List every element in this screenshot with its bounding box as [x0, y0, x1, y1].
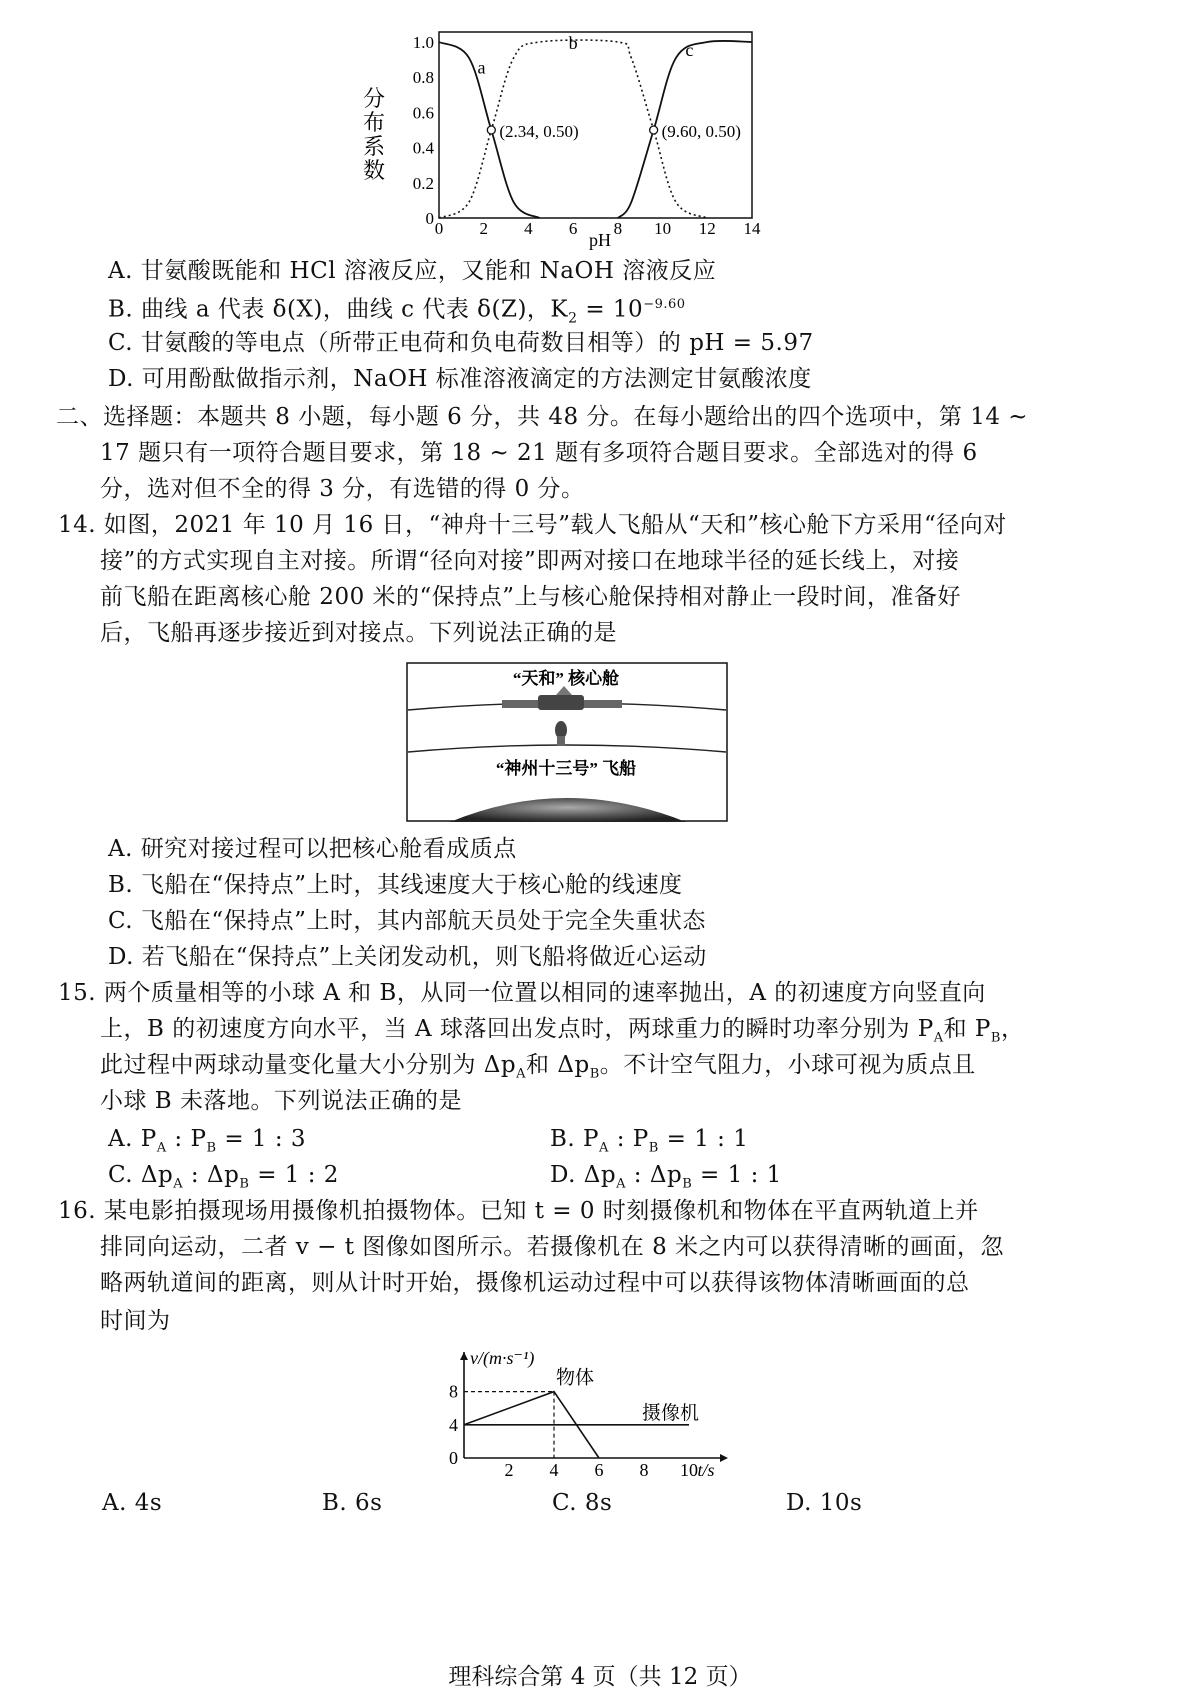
chart1-y-tick-1.0: 1.0 — [412, 33, 434, 52]
chart2-x-tick-6: 6 — [594, 1460, 604, 1480]
q15-stem-line-1: 15. 两个质量相等的小球 A 和 B，从同一位置以相同的速率抛出，A 的初速度方向竖直向 — [58, 980, 986, 1006]
q15-stem-line-2: 上，B 的初速度方向水平，当 A 球落回出发点时，两球重力的瞬时功率分别为 $P_A$和 $P_B$， — [100, 1016, 1025, 1046]
q16-stem-line-1: 16. 某电影拍摄现场用摄像机拍摄物体。已知 t = 0 时刻摄像机和物体在平直两轨道上并 — [58, 1198, 979, 1224]
chart2-x-tick-2: 2 — [504, 1460, 514, 1480]
section2-line-1: 二、选择题：本题共 8 小题，每小题 6 分，共 48 分。在每小题给出的四个选项中，第 14 ~ — [56, 404, 1029, 430]
chart1-y-tick-0.8: 0.8 — [412, 68, 434, 88]
distribution-chart — [360, 10, 780, 250]
q15-option-b: B. $P_A$ : $P_B = 1$ : 1 — [550, 1126, 749, 1156]
q14-stem-line-3: 前飞船在距离核心舱 200 米的“保持点”上与核心舱保持相对静止一段时间，准备好 — [100, 584, 962, 610]
chart2-x-arrow — [720, 1454, 728, 1462]
chart1-x-tick-8: 8 — [613, 219, 623, 238]
q15-option-a: A. $P_A$ : $P_B = 1$ : 3 — [108, 1126, 307, 1156]
figure-bottom-label: “神州十三号” 飞船 — [495, 759, 637, 778]
chart2-y-tick-4: 4 — [449, 1414, 458, 1435]
chart2-series-label-camera: 摄像机 — [642, 1402, 700, 1424]
chart1-series-label-a: a — [477, 57, 486, 78]
chart1-y-tick-0.2: 0.2 — [412, 173, 434, 193]
chart1-series-label-b: b — [568, 33, 578, 54]
section2-line-2: 17 题只有一项符合题目要求，第 18 ~ 21 题有多项符合题目要求。全部选对的得 6 — [100, 440, 978, 466]
q16-stem-line-3: 略两轨道间的距离，则从计时开始，摄像机运动过程中可以获得该物体清晰画面的总 — [100, 1270, 970, 1296]
chart1-intersection-point — [650, 126, 658, 134]
q15-option-c: C. $\Delta p_A$ : $\Delta p_B = 1$ : 2 — [108, 1162, 339, 1192]
chart2-y-arrow — [460, 1352, 468, 1360]
chart2-x-tick-4: 4 — [549, 1460, 559, 1480]
q16-option-c: C. 8s — [552, 1490, 613, 1516]
section2-line-3: 分，选对但不全的得 3 分，有选错的得 0 分。 — [100, 476, 585, 502]
chart1-ylabel-1: 分 — [362, 86, 386, 111]
chart1-ylabel-4: 数 — [362, 158, 386, 183]
chart2-y-tick-0: 0 — [449, 1448, 458, 1468]
q15-option-d: D. $\Delta p_A$ : $\Delta p_B = 1$ : 1 — [550, 1162, 782, 1192]
q14-option-c: C. 飞船在“保持点”上时，其内部航天员处于完全失重状态 — [108, 908, 706, 934]
chart1-x-tick-4: 4 — [524, 219, 533, 238]
q13-option-c: C. 甘氨酸的等电点（所带正电荷和负电荷数目相等）的 pH = 5.97 — [108, 330, 814, 356]
q13-option-d: D. 可用酚酞做指示剂，NaOH 标准溶液滴定的方法测定甘氨酸浓度 — [108, 366, 812, 392]
q16-option-d: D. 10s — [786, 1490, 863, 1516]
chart1-annotation-2: (9.60, 0.50) — [661, 122, 741, 141]
vt-chart — [430, 1340, 730, 1480]
chart1-x-tick-14: 14 — [743, 219, 761, 238]
q14-stem-line-4: 后，飞船再逐步接近到对接点。下列说法正确的是 — [100, 620, 617, 646]
chart1-x-tick-6: 6 — [568, 219, 578, 238]
q16-option-b: B. 6s — [322, 1490, 383, 1516]
chart2-y-tick-8: 8 — [449, 1381, 458, 1402]
chart1-ylabel-2: 布 — [362, 110, 386, 135]
q13-option-b: B. 曲线 a 代表 δ(X)，曲线 c 代表 δ(Z)，$K_2 = 10^{-9.60}$ — [108, 296, 686, 327]
chart2-series-label-object: 物体 — [556, 1367, 595, 1389]
chart1-x-tick-12: 12 — [698, 219, 716, 238]
q14-option-a: A. 研究对接过程可以把核心舱看成质点 — [108, 836, 517, 862]
page-footer: 理科综合第 4 页（共 12 页） — [448, 1664, 752, 1690]
chart1-y-tick-0.6: 0.6 — [412, 103, 434, 123]
chart1-intersection-point — [487, 126, 495, 134]
chart1-x-tick-10: 10 — [654, 219, 672, 238]
figure-top-label: “天和” 核心舱 — [512, 669, 620, 688]
chart2-x-tick-10: 10 — [680, 1460, 698, 1480]
chart1-xlabel: pH — [589, 230, 611, 250]
chart1-annotation-1: (2.34, 0.50) — [499, 122, 579, 141]
docking-figure — [406, 662, 728, 822]
chart1-x-tick-0: 0 — [434, 219, 444, 238]
q13-option-a: A. 甘氨酸既能和 HCl 溶液反应，又能和 NaOH 溶液反应 — [108, 258, 717, 284]
chart1-ylabel-3: 系 — [362, 134, 386, 159]
q14-option-d: D. 若飞船在“保持点”上关闭发动机，则飞船将做近心运动 — [108, 944, 707, 970]
chart1-series-label-c: c — [685, 40, 694, 61]
chart1-x-tick-2: 2 — [479, 219, 488, 238]
q15-stem-line-3: 此过程中两球动量变化量大小分别为 $\Delta p_A$和 $\Delta p_B$。不计空气阻力，小球可视为质点且 — [100, 1052, 976, 1082]
q15-stem-line-4: 小球 B 未落地。下列说法正确的是 — [100, 1088, 463, 1114]
q14-option-b: B. 飞船在“保持点”上时，其线速度大于核心舱的线速度 — [108, 872, 683, 898]
q14-stem-line-1: 14. 如图，2021 年 10 月 16 日，“神舟十三号”载人飞船从“天和”核心舱下方采用“径向对 — [58, 512, 1007, 538]
q14-stem-line-2: 接”的方式实现自主对接。所谓“径向对接”即两对接口在地球半径的延长线上，对接 — [100, 548, 960, 574]
q16-stem-line-4: 时间为 — [100, 1308, 171, 1334]
q16-stem-line-2: 排同向运动，二者 v − t 图像如图所示。若摄像机在 8 米之内可以获得清晰的画面，忽 — [100, 1234, 1005, 1260]
chart2-x-tick-8: 8 — [639, 1460, 649, 1480]
chart1-y-tick-0.4: 0.4 — [412, 138, 434, 158]
chart1-y-tick-0: 0 — [425, 209, 434, 228]
chart2-ylabel: v/(m·s⁻¹) — [470, 1348, 535, 1368]
q16-option-a: A. 4s — [102, 1490, 163, 1516]
chart2-xlabel: t/s — [697, 1460, 715, 1480]
